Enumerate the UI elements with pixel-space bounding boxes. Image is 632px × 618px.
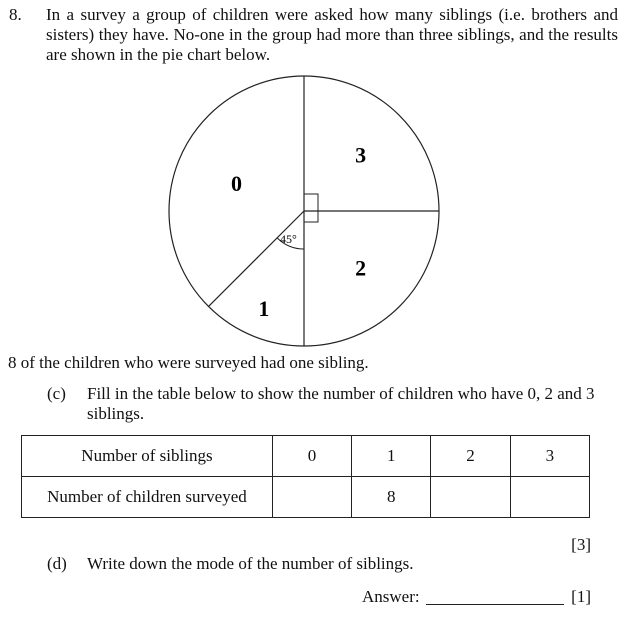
table-header-siblings: Number of siblings: [22, 436, 273, 477]
siblings-table: [21, 435, 590, 518]
table-row: [22, 436, 590, 477]
right-angle-marker: [304, 194, 318, 222]
question-intro: [46, 5, 618, 65]
table-cell: 3: [510, 436, 589, 477]
table-cell: 8: [352, 477, 431, 518]
table-cell: 0: [272, 436, 351, 477]
question-number: 8.: [9, 5, 22, 24]
table-header-children: Number of children surveyed: [22, 477, 273, 518]
part-c-label: (c): [47, 384, 66, 403]
part-c-text: Fill in the table below to show the number of children who have 0, 2 and 3 siblings.: [87, 384, 595, 423]
pie-radii: [209, 76, 439, 346]
answer-cell-2-siblings[interactable]: [431, 477, 510, 518]
table-cell: 2: [431, 436, 510, 477]
intro-text: In a survey a group of children were asked how many siblings (i.e. brothers and sisters) they have. No-one in the group had more than three siblings, and the results are shown in the pie chart below.: [46, 5, 618, 64]
part-d-label: (d): [47, 554, 67, 573]
pie-slice-label: 1: [258, 296, 270, 322]
pie-radius: [209, 211, 304, 306]
answer-label: Answer:: [362, 587, 420, 606]
part-d-text: Write down the mode of the number of siblings.: [87, 554, 414, 573]
pie-slice-label: 2: [355, 255, 367, 281]
marks-part-c: [3]: [571, 535, 591, 554]
answer-cell-0-siblings[interactable]: [272, 477, 351, 518]
marks-part-d: [1]: [571, 587, 591, 606]
pie-chart: [166, 73, 442, 349]
angle-label: 45°: [280, 232, 297, 246]
answer-cell-3-siblings[interactable]: [510, 477, 589, 518]
pie-slice-label: 0: [231, 171, 243, 197]
table-cell: 1: [352, 436, 431, 477]
pie-labels: [231, 142, 366, 321]
pie-slice-label: 3: [355, 142, 367, 168]
answer-line[interactable]: [426, 604, 564, 605]
table-row: [22, 477, 590, 518]
info-line: 8 of the children who were surveyed had one sibling.: [8, 353, 369, 372]
